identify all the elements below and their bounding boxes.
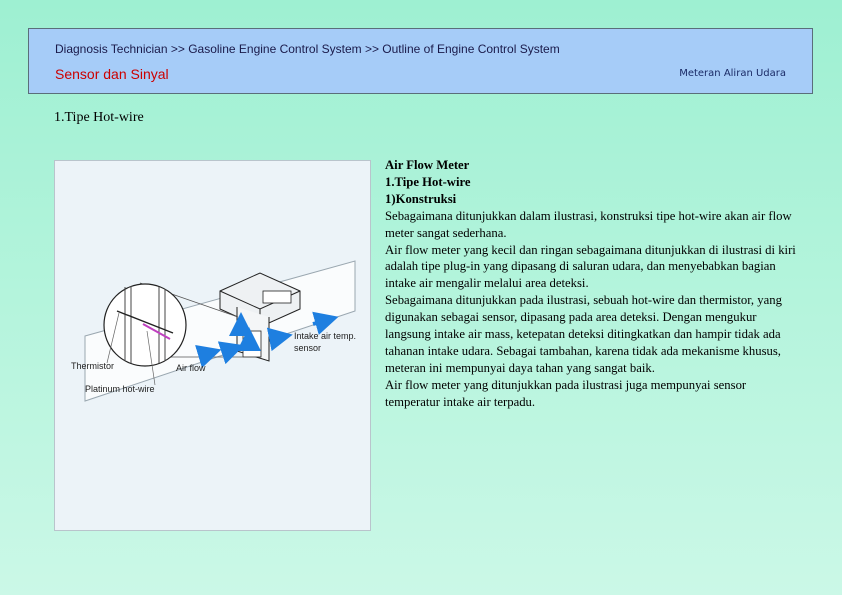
page-heading: 1.Tipe Hot-wire <box>54 110 144 125</box>
description-paragraph-3: Sebagaimana ditunjukkan pada ilustrasi, sebuah hot-wire dan thermistor, yang digunakan sebagai sensor, dipasang pada area deteksi. Dengan mengukur langsung intake air mass, ketepatan deteksi ditingkatkan dan hampir tidak ada tahanan intake udara. Sebagai tambahan, karena tidak ada mekanisme khusus, meteran ini mempunyai daya tahan yang sangat baik. <box>385 293 782 375</box>
sub-title: Meteran Aliran Udara <box>679 68 786 79</box>
intake-air-sensor-label: sensor <box>294 343 322 353</box>
description-paragraph-2: Air flow meter yang kecil dan ringan sebagaimana ditunjukkan di ilustrasi di kiri adalah tipe plug-in yang dipasang di saluran udara, dan menyebabkan bagian intake air mengalir melalui area deteksi. <box>385 242 796 291</box>
description-title: Air Flow Meter <box>385 158 470 172</box>
description-text <box>385 157 797 411</box>
description-subtitle: 1.Tipe Hot-wire <box>385 174 471 189</box>
description-paragraph-4: Air flow meter yang ditunjukkan pada ilustrasi juga mempunyai sensor temperatur intake air terpadu. <box>385 377 747 409</box>
air-flow-arrow-5 <box>271 337 281 339</box>
platinum-hot-wire-label: Platinum hot-wire <box>85 384 155 394</box>
intake-air-temp-label: Intake air temp. <box>294 331 357 341</box>
air-flow-label: Air flow <box>176 363 206 373</box>
thermistor-label: Thermistor <box>71 361 115 371</box>
description-section: 1)Konstruksi <box>385 191 457 206</box>
section-title: Sensor dan Sinyal <box>55 66 169 82</box>
air-flow-meter-illustration <box>54 160 371 531</box>
header-banner <box>28 28 813 94</box>
air-flow-arrow-2 <box>227 349 233 351</box>
breadcrumb[interactable]: Diagnosis Technician >> Gasoline Engine Control System >> Outline of Engine Control System <box>55 42 560 56</box>
description-paragraph-1: Sebagaimana ditunjukkan dalam ilustrasi, konstruksi tipe hot-wire akan air flow meter sangat sederhana. <box>385 208 792 240</box>
air-flow-meter-drawing <box>55 161 371 531</box>
